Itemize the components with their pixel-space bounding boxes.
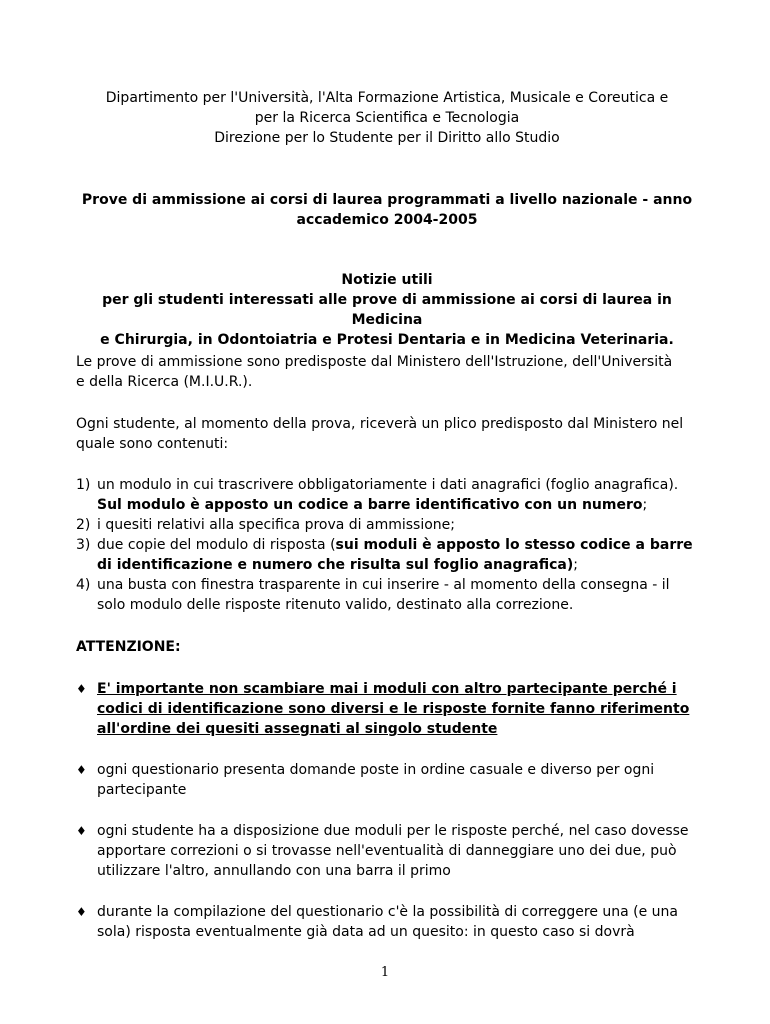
diamond-bullet-icon: ♦ bbox=[76, 763, 87, 777]
title-line: Prove di ammissione ai corsi di laurea programmati a livello nazionale - anno bbox=[81, 192, 693, 208]
list-line-bold: sui moduli è apposto lo stesso codice a barre bbox=[335, 537, 693, 553]
list-number: 3) bbox=[76, 537, 91, 553]
notice-line: per gli studenti interessati alle prove di ammissione ai corsi di laurea in Medicina bbox=[102, 292, 672, 328]
attention-bullet bbox=[76, 821, 698, 881]
diamond-bullet-icon: ♦ bbox=[76, 824, 87, 838]
list-line: una busta con finestra trasparente in cui inserire - al momento della consegna - il bbox=[97, 577, 670, 593]
list-item bbox=[76, 475, 698, 515]
notice-heading: Notizie utili bbox=[341, 272, 433, 288]
paragraph-line: quale sono contenuti: bbox=[76, 436, 229, 452]
bullet-line: codici di identificazione sono diversi e le risposte fornite fanno riferimento bbox=[97, 701, 690, 717]
list-line bbox=[97, 535, 698, 555]
list-line bbox=[97, 495, 698, 515]
list-line: solo modulo delle risposte ritenuto valido, destinato alla correzione. bbox=[97, 597, 574, 613]
paragraph-line: Le prove di ammissione sono predisposte dal Ministero dell'Istruzione, dell'Università bbox=[76, 354, 673, 370]
bullet-line: all'ordine dei quesiti assegnati al singolo studente bbox=[97, 721, 498, 737]
paragraph-line: e della Ricerca (M.I.U.R.). bbox=[76, 374, 253, 390]
document-title bbox=[76, 190, 698, 230]
list-item bbox=[76, 515, 698, 535]
title-line: accademico 2004-2005 bbox=[296, 212, 478, 228]
list-item bbox=[76, 535, 698, 575]
intro-paragraph bbox=[76, 352, 698, 392]
list-line-tail: ; bbox=[642, 497, 648, 513]
notice-line: e Chirurgia, in Odontoiatria e Protesi Dentaria e in Medicina Veterinaria. bbox=[100, 332, 674, 348]
bullet-line: ogni questionario presenta domande poste in ordine casuale e diverso per ogni bbox=[97, 762, 655, 778]
list-item bbox=[76, 575, 698, 615]
diamond-bullet-icon: ♦ bbox=[76, 682, 87, 696]
header-line: per la Ricerca Scientifica e Tecnologia bbox=[254, 110, 520, 126]
bullet-line: apportare correzioni o si trovasse nell'eventualità di danneggiare uno dei due, può bbox=[97, 843, 677, 859]
bullet-line: partecipante bbox=[97, 782, 187, 798]
bullet-line: durante la compilazione del questionario c'è la possibilità di correggere una (e una bbox=[97, 904, 679, 920]
list-line: un modulo in cui trascrivere obbligatoriamente i dati anagrafici (foglio anagrafica). bbox=[97, 477, 679, 493]
list-line: i quesiti relativi alla specifica prova di ammissione; bbox=[97, 517, 456, 533]
paragraph-line: Ogni studente, al momento della prova, riceverà un plico predisposto dal Ministero nel bbox=[76, 416, 684, 432]
diamond-bullet-icon: ♦ bbox=[76, 905, 87, 919]
list-line-bold: di identificazione e numero che risulta sul foglio anagrafica) bbox=[97, 557, 574, 573]
attention-bullet bbox=[76, 679, 698, 739]
contents-list bbox=[76, 475, 698, 615]
header-line: Dipartimento per l'Università, l'Alta Formazione Artistica, Musicale e Coreutica e bbox=[105, 90, 669, 106]
list-line-start: due copie del modulo di risposta ( bbox=[97, 537, 336, 553]
page-number: 1 bbox=[380, 965, 390, 980]
list-line-bold: Sul modulo è apposto un codice a barre identificativo con un numero bbox=[97, 497, 643, 513]
notice-section bbox=[76, 270, 698, 350]
list-number: 4) bbox=[76, 577, 91, 593]
bullet-line: sola) risposta eventualmente già data ad un quesito: in questo caso si dovrà bbox=[97, 924, 635, 940]
list-number: 1) bbox=[76, 477, 91, 493]
bullet-line: utilizzare l'altro, annullando con una barra il primo bbox=[97, 863, 451, 879]
bullet-line: ogni studente ha a disposizione due moduli per le risposte perché, nel caso dovesse bbox=[97, 823, 689, 839]
contents-paragraph bbox=[76, 414, 698, 454]
list-line-tail: ; bbox=[573, 557, 578, 573]
header-line: Direzione per lo Studente per il Diritto allo Studio bbox=[214, 130, 560, 146]
bullet-line: E' importante non scambiare mai i moduli con altro partecipante perché i bbox=[97, 681, 677, 697]
attention-bullet bbox=[76, 902, 698, 942]
attention-bullet bbox=[76, 760, 698, 800]
department-header bbox=[76, 88, 698, 148]
list-line bbox=[97, 555, 698, 575]
list-number: 2) bbox=[76, 517, 91, 533]
attention-heading: ATTENZIONE: bbox=[76, 639, 181, 655]
